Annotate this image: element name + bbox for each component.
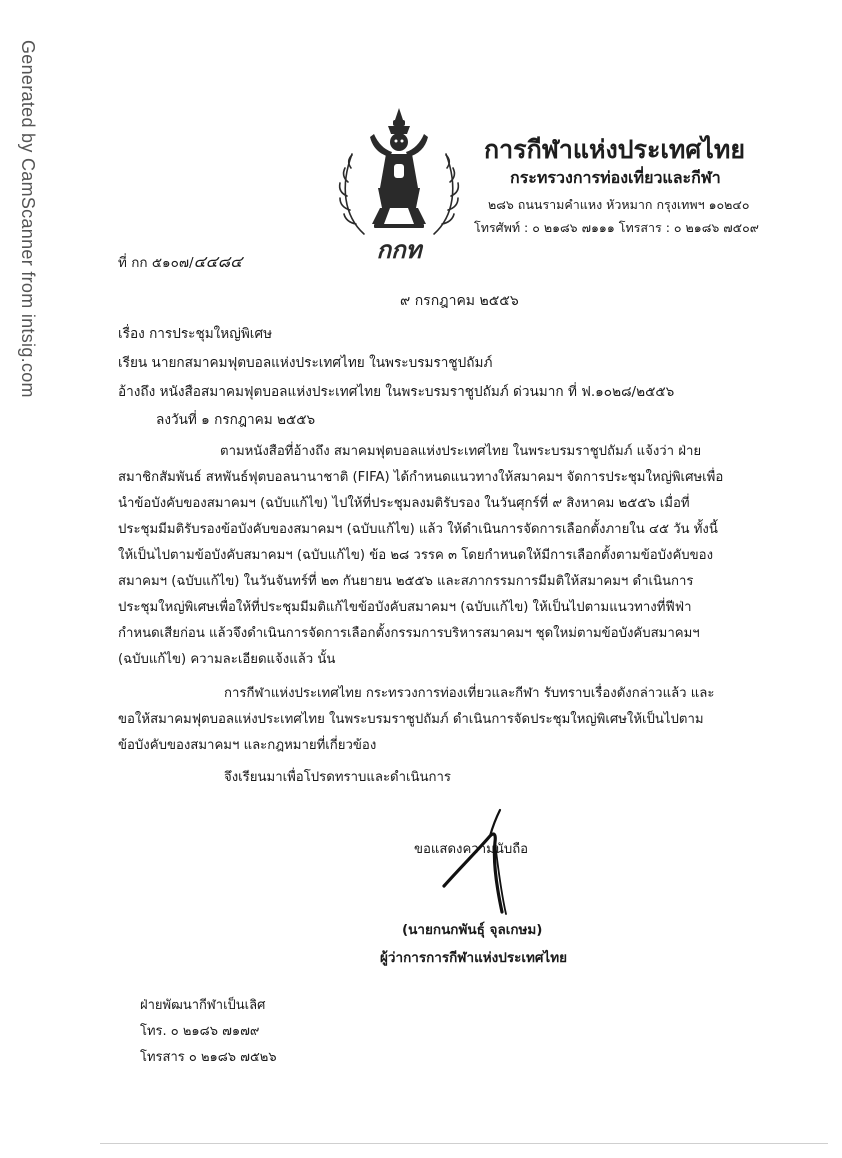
paragraph-line: นำข้อบังคับของสมาคมฯ (ฉบับแก้ไข) ไปให้ที่ประชุมลงมติรับรอง ในวันศุกร์ที่ ๙ สิงหาคม ๒๕๕๖ เมื่อที่ <box>118 496 690 511</box>
paragraph-line: ประชุมมีมติรับรองข้อบังคับของสมาคมฯ (ฉบับแก้ไข) แล้ว ให้ดำเนินการจัดการเลือกตั้งภายใน ๔๕ วัน ทั้งนี้ <box>118 522 718 537</box>
document-date: ๙ กรกฎาคม ๒๕๕๖ <box>400 293 519 309</box>
closing-request: จึงเรียนมาเพื่อโปรดทราบและดำเนินการ <box>224 770 452 785</box>
paragraph-line: ข้อบังคับของสมาคมฯ และกฎหมายที่เกี่ยวข้อง <box>118 738 377 753</box>
org-phone-fax: โทรศัพท์ : ๐ ๒๑๘๖ ๗๑๑๑ โทรสาร : ๐ ๒๑๘๖ ๗๕๐๙ <box>474 220 759 235</box>
paragraph-line: สมาคมฯ (ฉบับแก้ไข) ในวันจันทร์ที่ ๒๓ กันยายน ๒๕๕๖ และสภากรรมการมีมติให้สมาคมฯ ดำเนินการ <box>118 574 694 589</box>
paragraph-line: การกีฬาแห่งประเทศไทย กระทรวงการท่องเที่ยวและกีฬา รับทราบเรื่องดังกล่าวแล้ว และ <box>224 686 715 701</box>
reference-handwritten-number: ๔๔๘๔ <box>193 252 243 271</box>
paragraph-line: กำหนดเสียก่อน แล้วจึงดำเนินการจัดการเลือกตั้งกรรมการบริหารสมาคมฯ ชุดใหม่ตามข้อบังคับสมาคมฯ <box>118 626 700 641</box>
thai-sports-authority-emblem-icon <box>334 106 464 266</box>
scanner-watermark <box>6 40 42 430</box>
reference-number <box>118 250 242 275</box>
handwritten-signature <box>440 808 550 918</box>
signatory-name: (นายกนกพันธุ์ จุลเกษม) <box>402 922 543 938</box>
reference-doc-line-2: ลงวันที่ ๑ กรกฎาคม ๒๕๕๖ <box>156 412 316 428</box>
paragraph-line: ให้เป็นไปตามข้อบังคับสมาคมฯ (ฉบับแก้ไข) ข้อ ๒๘ วรรค ๓ โดยกำหนดให้มีการเลือกตั้งตามข้อบังคับของ <box>118 548 714 563</box>
scan-edge-line <box>100 1143 828 1144</box>
org-address: ๒๘๖ ถนนรามคำแหง หัวหมาก กรุงเทพฯ ๑๐๒๔๐ <box>488 197 750 212</box>
paragraph-line: ขอให้สมาคมฟุตบอลแห่งประเทศไทย ในพระบรมราชูปถัมภ์ ดำเนินการจัดประชุมใหญ่พิเศษให้เป็นไปตาม <box>118 712 704 727</box>
footer-fax: โทรสาร ๐ ๒๑๘๖ ๗๕๒๖ <box>140 1050 277 1065</box>
recipient-line: เรียน นายกสมาคมฟุตบอลแห่งประเทศไทย ในพระบรมราชูปถัมภ์ <box>118 355 493 371</box>
paragraph-line: ประชุมใหญ่พิเศษเพื่อให้ที่ประชุมมีมติแก้ไขข้อบังคับสมาคมฯ (ฉบับแก้ไข) ให้เป็นไปตามแนวทางที่ฟีฟ่า <box>118 600 692 615</box>
watermark-text: Generated by CamScanner from intsig.com <box>18 40 38 398</box>
reference-prefix: ที่ กก ๕๑๐๗/ <box>118 255 194 271</box>
emblem-letters: กกท <box>376 235 422 264</box>
paragraph-line: ตามหนังสือที่อ้างถึง สมาคมฟุตบอลแห่งประเทศไทย ในพระบรมราชูปถัมภ์ แจ้งว่า ฝ่าย <box>220 444 702 459</box>
signature-closing: ขอแสดงความนับถือ <box>414 842 529 857</box>
footer-phone: โทร. ๐ ๒๑๘๖ ๗๑๗๙ <box>140 1024 260 1039</box>
org-ministry: กระทรวงการท่องเที่ยวและกีฬา <box>510 168 721 187</box>
paragraph-line: สมาชิกสัมพันธ์ สหพันธ์ฟุตบอลนานาชาติ (FIFA) ได้กำหนดแนวทางให้สมาคมฯ จัดการประชุมใหญ่พิเศษเพื่อ <box>118 470 724 485</box>
reference-doc-line-1: อ้างถึง หนังสือสมาคมฟุตบอลแห่งประเทศไทย ในพระบรมราชูปถัมภ์ ด่วนมาก ที่ ฟ.๑๐๒๘/๒๕๕๖ <box>118 384 675 400</box>
footer-department: ฝ่ายพัฒนากีฬาเป็นเลิศ <box>140 998 266 1013</box>
signatory-title: ผู้ว่าการการกีฬาแห่งประเทศไทย <box>380 950 568 966</box>
subject-line: เรื่อง การประชุมใหญ่พิเศษ <box>118 326 273 342</box>
org-name: การกีฬาแห่งประเทศไทย <box>484 135 745 164</box>
paragraph-line: (ฉบับแก้ไข) ความละเอียดแจ้งแล้ว นั้น <box>118 652 336 667</box>
